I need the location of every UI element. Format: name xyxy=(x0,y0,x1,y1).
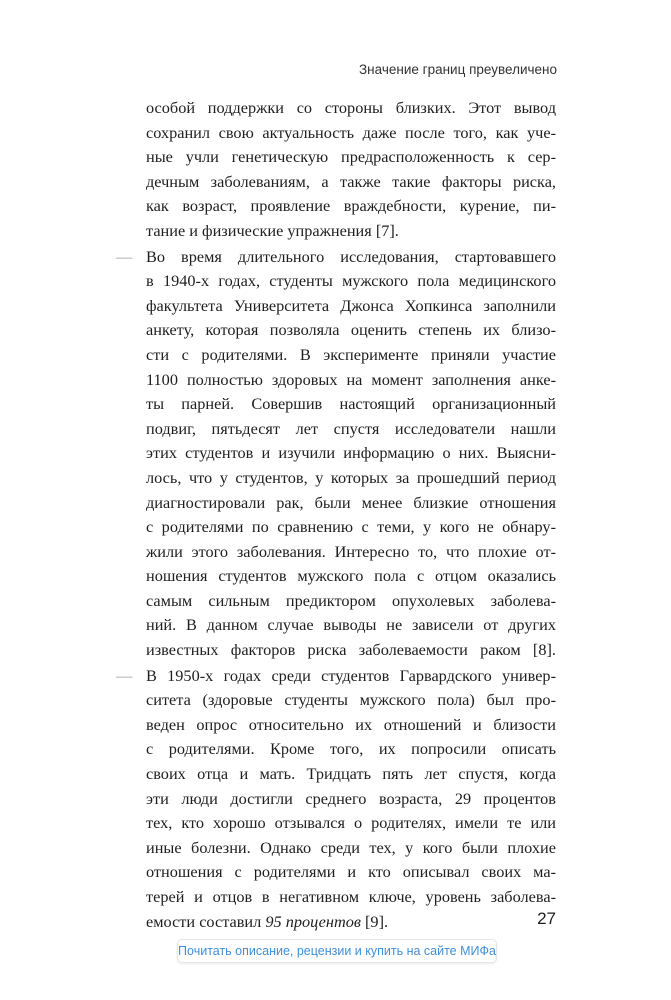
list-dash: — xyxy=(116,665,133,685)
text-line: ситета (здоровые студенты мужского пола) был про- xyxy=(146,690,556,710)
text-line xyxy=(146,910,556,935)
text-line: с родителями. Кроме того, их попросили описать xyxy=(146,739,556,759)
text-line: в 1940-х годах, студенты мужского пола медицинского xyxy=(146,271,556,291)
text-line: ные учли генетическую предрасположенность к сер- xyxy=(146,147,556,167)
text-line: 1100 полностью здоровых на момент заполнения анке- xyxy=(146,369,556,389)
text-line: иные болезни. Однако среди тех, у кого были плохие xyxy=(146,837,556,857)
text-line: Во время длительного исследования, стартовавшего xyxy=(146,246,556,266)
text-line: ты парней. Совершив настоящий организационный xyxy=(146,394,556,414)
text-line: тех, кто хорошо отзывался о родителях, имели те или xyxy=(146,813,556,833)
text-line: эти люди достигли среднего возраста, 29 процентов xyxy=(146,788,556,808)
running-header: Значение границ преувеличено xyxy=(359,62,557,77)
emphasis-text: 95 процентов xyxy=(265,911,361,931)
page-number: 27 xyxy=(537,909,556,928)
list-dash: — xyxy=(116,246,133,266)
text-line: факультета Университета Джонса Хопкинса заполнили xyxy=(146,295,556,315)
text-line: известных факторов риска заболеваемости раком [8]. xyxy=(146,640,556,660)
text-line: В 1950-х годах среди студентов Гарвардского универ- xyxy=(146,665,556,685)
text-line: особой поддержки со стороны близких. Этот вывод xyxy=(146,98,556,117)
text-fragment: емости составил xyxy=(146,911,266,931)
paragraph xyxy=(146,96,556,244)
text-line: лось, что у студентов, у которых за прошедший период xyxy=(146,467,556,487)
text-line: самым сильным предиктором опухолевых заболева- xyxy=(146,590,556,610)
text-line: терей и отцов в негативном ключе, уровень заболева- xyxy=(146,887,556,906)
text-line: с родителями по сравнению с теми, у кого не обнару- xyxy=(146,517,556,537)
list-item xyxy=(116,664,556,935)
text-line: тание и физические упражнения [7]. xyxy=(146,220,399,240)
text-line: как возраст, проявление враждебности, курение, пи- xyxy=(146,196,556,216)
text-line: ний. В данном случае выводы не зависели от других xyxy=(146,615,556,635)
list-item xyxy=(116,245,556,663)
text-line: подвиг, пятьдесят лет спустя исследователи нашли xyxy=(146,418,556,438)
text-line: дечным заболеваниям, а также такие факторы риска, xyxy=(146,171,556,191)
text-line: своих отца и мать. Тридцать пять лет спустя, когда xyxy=(146,764,556,784)
page-body xyxy=(116,96,556,934)
text-line: сти с родителями. В эксперименте приняли участие xyxy=(146,344,556,364)
citation: [9]. xyxy=(360,911,389,931)
text-line: отношения с родителями и кто описывал своих ма- xyxy=(146,862,556,882)
text-line: веден опрос относительно их отношений и близости xyxy=(146,714,556,734)
buy-book-link[interactable]: Почитать описание, рецензии и купить на сайте МИФа xyxy=(177,939,497,963)
text-line: ношения студентов мужского пола с отцом оказались xyxy=(146,566,556,586)
text-line: этих студентов и изучили информацию о них. Выясни- xyxy=(146,443,556,463)
text-line: жили этого заболевания. Интересно то, что плохие от- xyxy=(146,541,556,561)
text-line: анкету, которая позволяла оценить степень их близо- xyxy=(146,320,556,340)
text-line: диагностировали рак, были менее близкие отношения xyxy=(146,492,556,512)
text-line: сохранил свою актуальность даже после того, как уче- xyxy=(146,122,556,142)
